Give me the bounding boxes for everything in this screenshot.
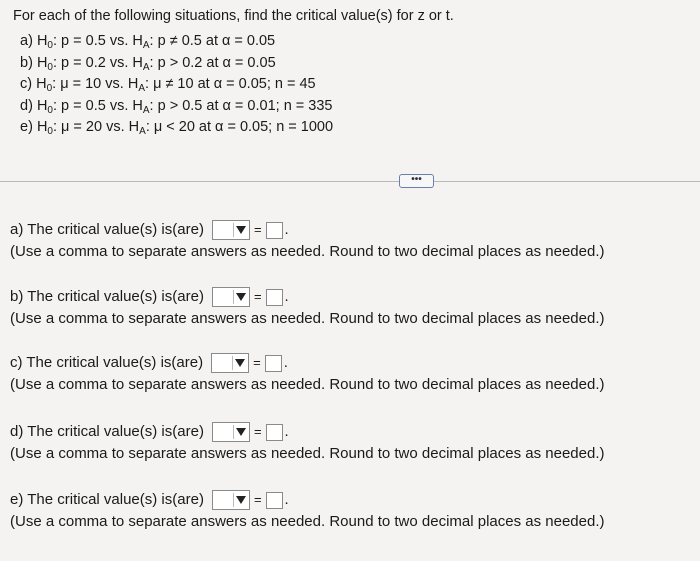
dropdown-arrow-icon [236, 428, 246, 436]
null-label: $H_0$: [36, 119, 58, 137]
answer-note: (Use a comma to separate answers as needed. Round to two decimal places as needed.) [10, 513, 605, 530]
answer-prompt: d) The critical value(s) is(are) [10, 423, 204, 440]
dropdown-arrow-icon [236, 496, 246, 504]
answer-prompt: e) The critical value(s) is(are) [10, 491, 204, 508]
dropdown-arrow-icon [235, 359, 245, 367]
alt-hypothesis: μ ≠ 10 at α = 0.05; n = 45 [153, 76, 316, 92]
null-label: $H_0$: [36, 97, 58, 116]
case-item-c [20, 74, 333, 96]
case-list [20, 31, 333, 139]
answer-block-b [10, 285, 605, 329]
null-label: $H_0$: [36, 76, 57, 94]
answer-note: (Use a comma to separate answers as needed. Round to two decimal places as needed.) [10, 376, 605, 393]
relation-dropdown[interactable] [212, 220, 250, 240]
answer-block-e [10, 488, 605, 532]
relation-dropdown[interactable] [212, 422, 250, 442]
case-item-b [20, 53, 333, 75]
case-item-a [20, 31, 333, 53]
answer-input[interactable] [266, 222, 283, 239]
equals-sign: = [253, 289, 262, 304]
question-instructions: For each of the following situations, find the critical value(s) for z or t. [13, 8, 454, 24]
case-letter: b) [20, 54, 33, 71]
case-letter: e) [20, 119, 33, 135]
period: . [284, 491, 289, 508]
answer-prompt: c) The critical value(s) is(are) [10, 354, 204, 371]
answer-prompt: a) The critical value(s) is(are) [10, 221, 204, 238]
alt-hypothesis: μ < 20 at α = 0.05; n = 1000 [153, 119, 334, 135]
dropdown-arrow-icon [236, 293, 246, 301]
alt-hypothesis: p > 0.2 at α = 0.05 [157, 54, 276, 71]
case-letter: a) [20, 33, 33, 49]
alt-label: $H_A$: [127, 76, 150, 94]
section-divider [0, 181, 700, 182]
null-label: $H_0$: [36, 33, 58, 51]
null-hypothesis: μ = 10 vs. [60, 76, 124, 92]
answer-note: (Use a comma to separate answers as needed. Round to two decimal places as needed.) [10, 445, 605, 462]
null-label: $H_0$: [36, 54, 58, 73]
relation-dropdown[interactable] [212, 287, 250, 307]
case-item-d [20, 96, 333, 118]
equals-sign: = [253, 355, 261, 370]
answer-note: (Use a comma to separate answers as needed. Round to two decimal places as needed.) [10, 310, 605, 327]
equals-sign: = [253, 222, 262, 237]
period: . [283, 354, 288, 371]
relation-dropdown[interactable] [212, 490, 250, 510]
null-hypothesis: p = 0.5 vs. [61, 97, 129, 114]
relation-dropdown[interactable] [211, 353, 249, 373]
case-item-e [20, 117, 333, 139]
alt-hypothesis: p > 0.5 at α = 0.01; n = 335 [157, 97, 333, 114]
answer-prompt: b) The critical value(s) is(are) [10, 288, 204, 305]
null-hypothesis: p = 0.5 vs. [61, 33, 129, 49]
answer-input[interactable] [265, 355, 282, 372]
alt-label: $H_A$: [128, 119, 150, 137]
alt-label: $H_A$: [132, 33, 154, 51]
alt-label: $H_A$: [132, 54, 154, 73]
answer-input[interactable] [266, 424, 283, 441]
answer-input[interactable] [266, 289, 283, 306]
alt-hypothesis: p ≠ 0.5 at α = 0.05 [157, 33, 276, 49]
period: . [284, 423, 289, 440]
dropdown-arrow-icon [236, 226, 246, 234]
null-hypothesis: μ = 20 vs. [61, 119, 125, 135]
period: . [284, 221, 289, 238]
expand-more-button[interactable]: ••• [399, 174, 434, 188]
case-letter: c) [20, 76, 33, 92]
equals-sign: = [253, 424, 262, 439]
case-letter: d) [20, 97, 33, 114]
answer-block-c [10, 351, 605, 395]
answer-block-d [10, 420, 605, 464]
answer-input[interactable] [266, 492, 283, 509]
answer-block-a [10, 218, 605, 262]
equals-sign: = [253, 492, 262, 507]
alt-label: $H_A$: [132, 97, 154, 116]
answer-note: (Use a comma to separate answers as needed. Round to two decimal places as needed.) [10, 243, 605, 260]
period: . [284, 288, 289, 305]
null-hypothesis: p = 0.2 vs. [61, 54, 129, 71]
